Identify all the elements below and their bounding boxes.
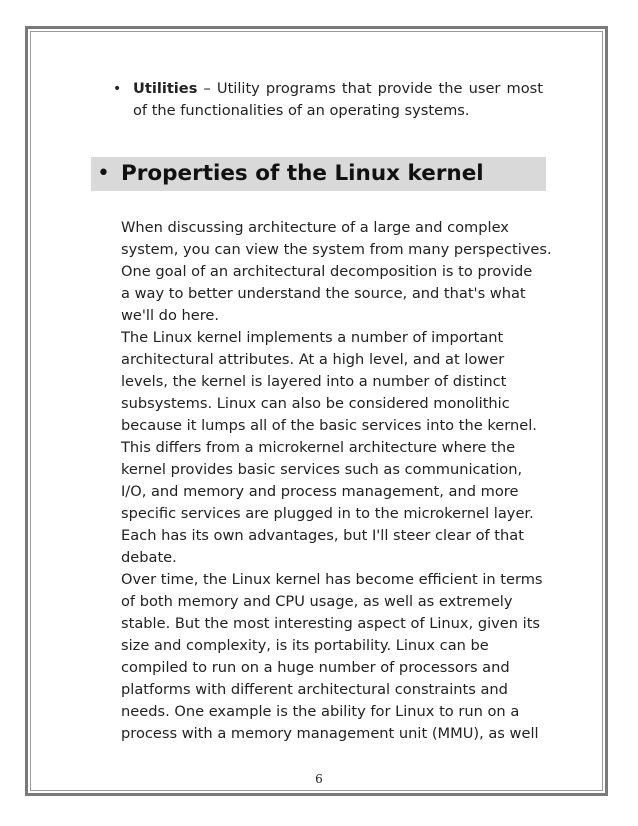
body-line: When discussing architecture of a large and complex <box>121 219 509 236</box>
page-number: 6 <box>315 772 323 786</box>
body-line: needs. One example is the ability for Linux to run on a <box>121 703 520 720</box>
utilities-description: – Utility programs that provide the user most of the functionalities of an operating systems. <box>133 80 543 119</box>
body-line: debate. <box>121 549 177 566</box>
body-line: I/O, and memory and process management, and more <box>121 483 519 500</box>
body-line: One goal of an architectural decomposition is to provide <box>121 263 533 280</box>
body-line: process with a memory management unit (MMU), as well <box>121 725 539 742</box>
body-line: architectural attributes. At a high level, and at lower <box>121 351 505 368</box>
body-line: compiled to run on a huge number of processors and <box>121 659 510 676</box>
utilities-list-item <box>113 78 543 122</box>
body-line: Over time, the Linux kernel has become efficient in terms <box>121 571 543 588</box>
body-line: platforms with different architectural constraints and <box>121 681 508 698</box>
section-heading: Properties of the Linux kernel <box>121 161 484 186</box>
body-line: size and complexity, is its portability. Linux can be <box>121 637 489 654</box>
body-line: specific services are plugged in to the microkernel layer. <box>121 505 534 522</box>
body-line: a way to better understand the source, and that's what <box>121 285 526 302</box>
body-line: stable. But the most interesting aspect of Linux, given its <box>121 615 541 632</box>
body-line: The Linux kernel implements a number of important <box>121 329 504 346</box>
body-line: subsystems. Linux can also be considered monolithic <box>121 395 510 412</box>
body-line: Each has its own advantages, but I'll steer clear of that <box>121 527 524 544</box>
bullet-icon: • <box>113 81 122 97</box>
body-line: system, you can view the system from many perspectives. <box>121 241 552 258</box>
body-line: This differs from a microkernel architecture where the <box>121 439 516 456</box>
section-bullet-icon: • <box>97 161 110 186</box>
body-text <box>121 217 561 745</box>
utilities-term: Utilities <box>133 80 198 97</box>
utilities-text <box>113 78 543 122</box>
body-line: because it lumps all of the basic services into the kernel. <box>121 417 537 434</box>
body-line: of both memory and CPU usage, as well as extremely <box>121 593 513 610</box>
body-line: levels, the kernel is layered into a number of distinct <box>121 373 507 390</box>
body-line: we'll do here. <box>121 307 220 324</box>
body-line: kernel provides basic services such as communication, <box>121 461 523 478</box>
